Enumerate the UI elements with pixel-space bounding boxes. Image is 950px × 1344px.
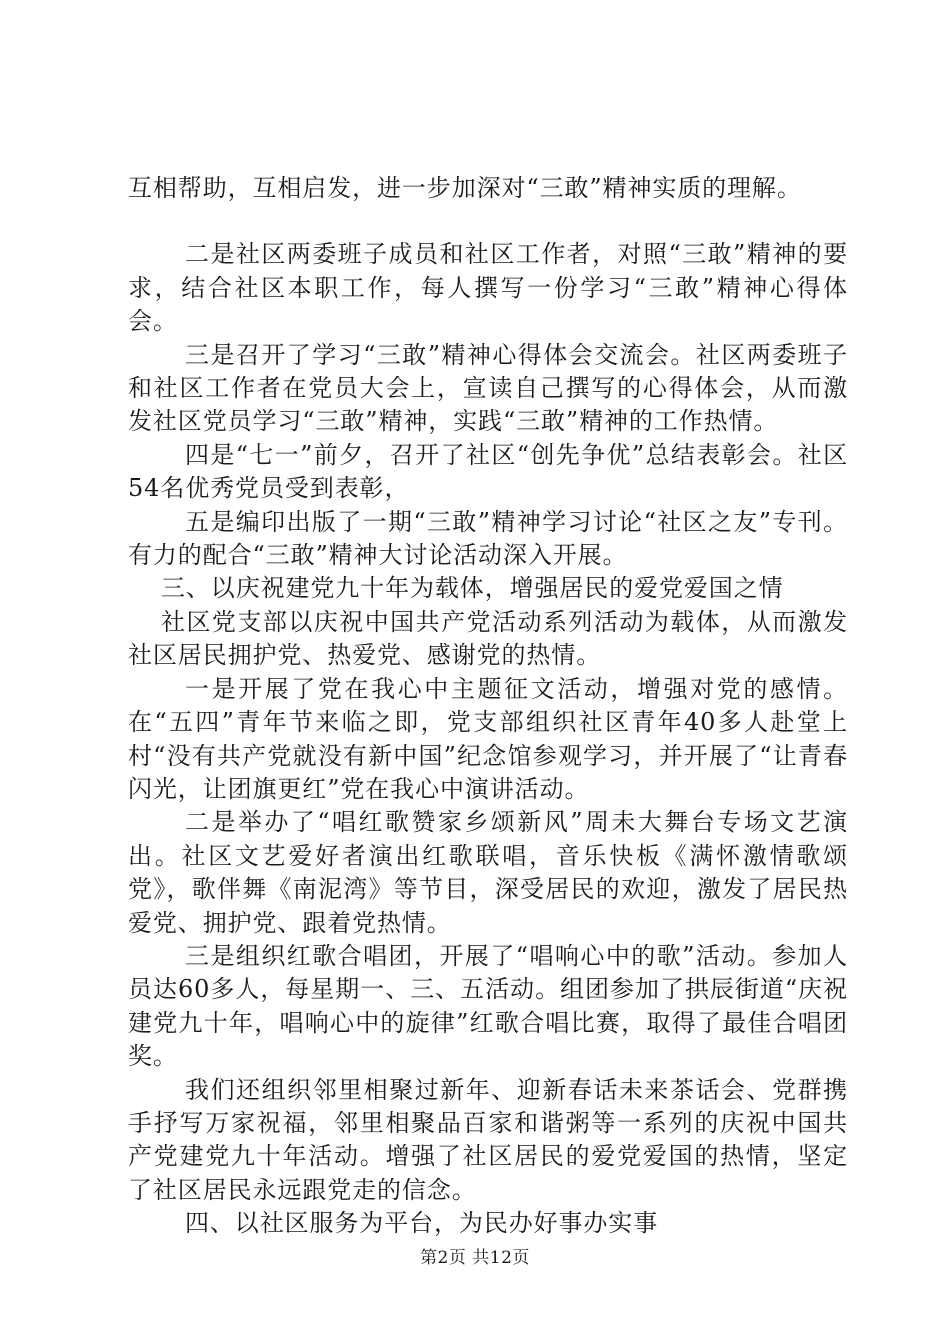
section-heading-3: 三、以庆祝建党九十年为载体，增强居民的爱党爱国之情: [161, 574, 784, 603]
paragraph-item-2: 二是社区两委班子成员和社区工作者，对照“三敢”精神的要求，结合社区本职工作，每人撰写一份学习“三敢”精神心得体会。: [128, 240, 848, 336]
page-indicator: 第2页 共12页: [420, 1248, 530, 1268]
paragraph-continuation: 互相帮助，互相启发，进一步加深对“三敢”精神实质的理解。: [128, 174, 802, 202]
paragraph-item-5: 五是编印出版了一期“三敢”精神学习讨论“社区之友”专刊。有力的配合“三敢”精神大讨论活动深入开展。: [128, 507, 848, 570]
section-heading-4: 四、以社区服务为平台，为民办好事办实事: [185, 1209, 659, 1238]
paragraph-item-9: 我们还组织邻里相聚过新年、迎新春话未来茶话会、党群携手抒写万家祝福，邻里相聚品百家和谐粥等一系列的庆祝中国共产党建党九十年活动。增强了社区居民的爱党爱国的热情，坚定了社区居民永远跟党走的信念。: [128, 1075, 848, 1204]
paragraph-item-6: 一是开展了党在我心中主题征文活动，增强对党的感情。在“五四”青年节来临之即，党支部组织社区青年40多人赴堂上村“没有共产党就没有新中国”纪念馆参观学习，并开展了“让青春闪光，让团旗更红”党在我心中演讲活动。: [128, 674, 848, 803]
document-body: [128, 172, 848, 1241]
paragraph-item-4: 四是“七一”前夕，召开了社区“创先争优”总结表彰会。社区54名优秀党员受到表彰，: [128, 440, 848, 503]
page-footer: [0, 1243, 950, 1268]
paragraph-item-3: 三是召开了学习“三敢”精神心得体会交流会。社区两委班子和社区工作者在党员大会上，宣读自己撰写的心得体会，从而激发社区党员学习“三敢”精神，实践“三敢”精神的工作热情。: [128, 340, 848, 436]
paragraph-item-8: 三是组织红歌合唱团，开展了“唱响心中的歌”活动。参加人员达60多人，每星期一、三、五活动。组团参加了拱辰街道“庆祝建党九十年，唱响心中的旋律”红歌合唱比赛，取得了最佳合唱团奖。: [128, 941, 848, 1071]
section-intro: 社区党支部以庆祝中国共产党活动系列活动为载体，从而激发社区居民拥护党、热爱党、感谢党的热情。: [128, 607, 848, 670]
paragraph-item-7: 二是举办了“唱红歌赞家乡颂新风”周未大舞台专场文艺演出。社区文艺爱好者演出红歌联唱，音乐快板《满怀激情歌颂党》，歌伴舞《南泥湾》等节目，深受居民的欢迎，激发了居民热爱党、拥护党、跟着党热情。: [128, 808, 848, 937]
